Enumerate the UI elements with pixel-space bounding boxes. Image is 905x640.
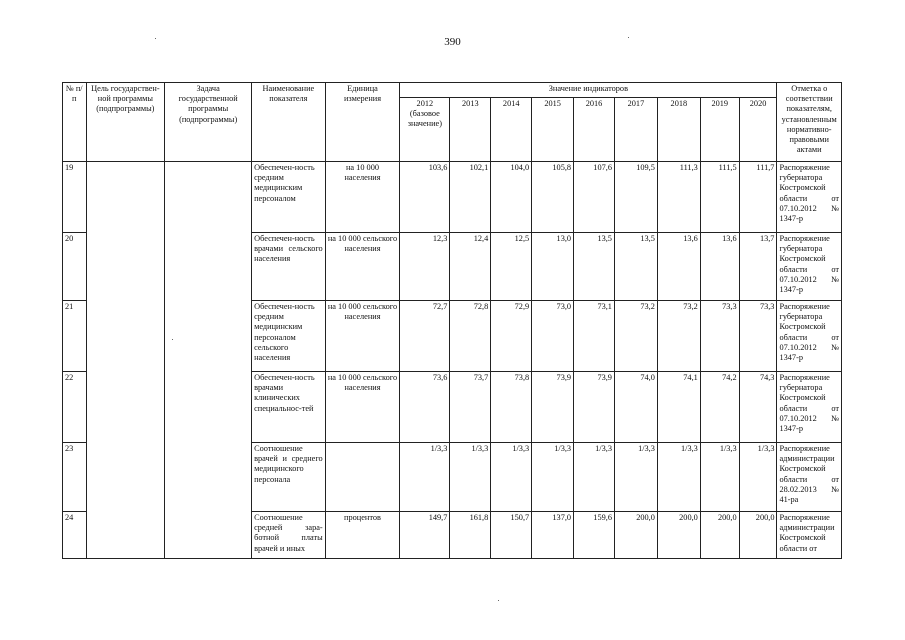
header-year: 2015 <box>532 98 574 162</box>
value-cell: 73,1 <box>574 301 615 372</box>
header-year: 2014 <box>491 98 532 162</box>
unit-cell: на 10 000 сельского населения <box>325 301 400 372</box>
indicators-table <box>62 82 842 559</box>
value-cell: 149,7 <box>400 512 450 559</box>
unit-cell: процентов <box>325 512 400 559</box>
header-num: № п/п <box>63 83 87 162</box>
value-cell: 73,2 <box>614 301 657 372</box>
header-indicator: Наименование показателя <box>252 83 326 162</box>
value-cell: 12,5 <box>491 233 532 301</box>
value-cell: 104,0 <box>491 162 532 233</box>
table-row <box>63 162 842 233</box>
value-cell: 73,3 <box>700 301 739 372</box>
value-cell: 73,0 <box>532 301 574 372</box>
value-cell: 12,4 <box>450 233 491 301</box>
unit-cell: на 10 000 сельского населения <box>325 372 400 443</box>
scan-speck <box>498 600 499 601</box>
row-number: 23 <box>63 443 87 512</box>
indicator-name: Соотношение врачей и среднего медицинского персонала <box>252 443 326 512</box>
value-cell: 73,3 <box>739 301 777 372</box>
value-cell: 1/3,3 <box>614 443 657 512</box>
unit-cell: на 10 000 сельского населения <box>325 233 400 301</box>
compliance-note: Распоряжение губернатора Костромской области от 07.10.2012 № 1347-р <box>777 301 842 372</box>
task-cell <box>165 162 252 559</box>
header-year: 2018 <box>657 98 700 162</box>
unit-cell <box>325 443 400 512</box>
value-cell: 1/3,3 <box>657 443 700 512</box>
compliance-note: Распоряжение администрации Костромской области от 28.02.2013 № 41-ра <box>777 443 842 512</box>
value-cell: 111,5 <box>700 162 739 233</box>
value-cell: 73,6 <box>400 372 450 443</box>
value-cell: 109,5 <box>614 162 657 233</box>
compliance-note: Распоряжение губернатора Костромской области от 07.10.2012 № 1347-р <box>777 233 842 301</box>
value-cell: 1/3,3 <box>491 443 532 512</box>
scan-speck <box>628 37 629 38</box>
value-cell: 12,3 <box>400 233 450 301</box>
value-cell: 111,7 <box>739 162 777 233</box>
header-task: Задача государственной программы (подпрограммы) <box>165 83 252 162</box>
indicator-name: Соотношение средней зара-ботной платы врачей и иных <box>252 512 326 559</box>
header-goal: Цель государствен-ной программы (подпрограммы) <box>86 83 165 162</box>
header-unit: Единица измерения <box>325 83 400 162</box>
value-cell: 159,6 <box>574 512 615 559</box>
scan-speck <box>172 339 173 340</box>
value-cell: 74,3 <box>739 372 777 443</box>
value-cell: 13,5 <box>614 233 657 301</box>
value-cell: 73,2 <box>657 301 700 372</box>
compliance-note: Распоряжение губернатора Костромской области от 07.10.2012 № 1347-р <box>777 162 842 233</box>
row-number: 19 <box>63 162 87 233</box>
value-cell: 161,8 <box>450 512 491 559</box>
indicator-name: Обеспечен-ность врачами клинических специальнос-тей <box>252 372 326 443</box>
value-cell: 72,7 <box>400 301 450 372</box>
header-year: 2016 <box>574 98 615 162</box>
value-cell: 1/3,3 <box>739 443 777 512</box>
row-number: 20 <box>63 233 87 301</box>
value-cell: 137,0 <box>532 512 574 559</box>
value-cell: 103,6 <box>400 162 450 233</box>
value-cell: 200,0 <box>739 512 777 559</box>
value-cell: 1/3,3 <box>450 443 491 512</box>
value-cell: 72,8 <box>450 301 491 372</box>
header-year: 2019 <box>700 98 739 162</box>
goal-cell <box>86 162 165 559</box>
value-cell: 13,6 <box>657 233 700 301</box>
value-cell: 200,0 <box>657 512 700 559</box>
row-number: 24 <box>63 512 87 559</box>
value-cell: 73,9 <box>574 372 615 443</box>
value-cell: 1/3,3 <box>574 443 615 512</box>
value-cell: 74,0 <box>614 372 657 443</box>
value-cell: 13,7 <box>739 233 777 301</box>
header-year: 2012 (базовое значение) <box>400 98 450 162</box>
scan-speck <box>155 38 156 39</box>
value-cell: 200,0 <box>614 512 657 559</box>
value-cell: 107,6 <box>574 162 615 233</box>
row-number: 22 <box>63 372 87 443</box>
value-cell: 73,8 <box>491 372 532 443</box>
value-cell: 74,2 <box>700 372 739 443</box>
header-year: 2013 <box>450 98 491 162</box>
header-year: 2020 <box>739 98 777 162</box>
value-cell: 73,7 <box>450 372 491 443</box>
value-cell: 200,0 <box>700 512 739 559</box>
value-cell: 13,0 <box>532 233 574 301</box>
value-cell: 150,7 <box>491 512 532 559</box>
value-cell: 1/3,3 <box>700 443 739 512</box>
header-year: 2017 <box>614 98 657 162</box>
page-number: 390 <box>444 36 461 48</box>
unit-cell: на 10 000 населения <box>325 162 400 233</box>
value-cell: 13,5 <box>574 233 615 301</box>
value-cell: 74,1 <box>657 372 700 443</box>
value-cell: 13,6 <box>700 233 739 301</box>
indicator-name: Обеспечен-ность средним медицинским персоналом <box>252 162 326 233</box>
value-cell: 1/3,3 <box>532 443 574 512</box>
header-row <box>63 83 842 98</box>
value-cell: 102,1 <box>450 162 491 233</box>
indicator-name: Обеспечен-ность врачами сельского населения <box>252 233 326 301</box>
row-number: 21 <box>63 301 87 372</box>
compliance-note: Распоряжение администрации Костромской области от <box>777 512 842 559</box>
value-cell: 1/3,3 <box>400 443 450 512</box>
value-cell: 111,3 <box>657 162 700 233</box>
header-note: Отметка о соответствии показателям, установленным нормативно-правовыми актами <box>777 83 842 162</box>
compliance-note: Распоряжение губернатора Костромской области от 07.10.2012 № 1347-р <box>777 372 842 443</box>
value-cell: 72,9 <box>491 301 532 372</box>
indicator-name: Обеспечен-ность средним медицинским персоналом сельского населения <box>252 301 326 372</box>
value-cell: 73,9 <box>532 372 574 443</box>
value-cell: 105,8 <box>532 162 574 233</box>
header-values-group: Значение индикаторов <box>400 83 777 98</box>
